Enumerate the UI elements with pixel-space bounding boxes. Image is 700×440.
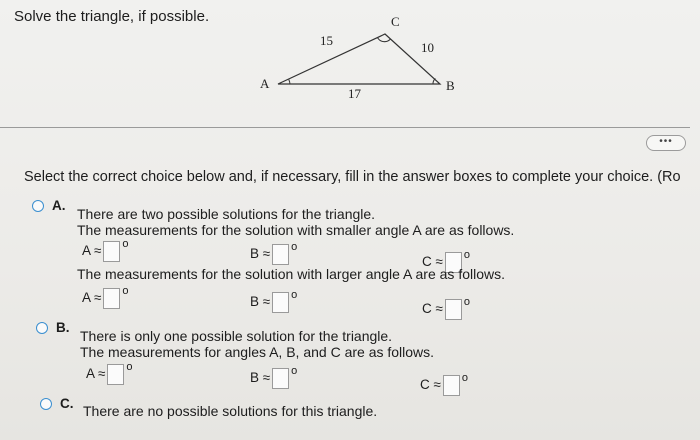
radio-option-c[interactable] (40, 398, 52, 410)
divider (0, 127, 690, 128)
degree-symbol: o (122, 238, 129, 250)
b-angle-b-input[interactable] (272, 368, 289, 389)
option-b-line2: The measurements for angles A, B, and C are as follows. (80, 344, 435, 360)
radio-option-b[interactable] (36, 322, 48, 334)
degree-symbol: o (291, 289, 298, 301)
small-a-angle-a-input[interactable] (103, 241, 120, 262)
vertex-b-label: B (446, 78, 455, 93)
angle-b-label: B ≈ (250, 294, 271, 309)
option-b-letter: B. (56, 320, 70, 335)
large-a-angle-a-input[interactable] (103, 288, 120, 309)
degree-symbol: o (291, 241, 298, 253)
angle-a-label: A ≈ (86, 366, 106, 381)
option-a-large-angle-b-field (250, 289, 297, 313)
side-ac-label: 15 (320, 33, 333, 48)
angle-c-label: C ≈ (422, 301, 443, 316)
degree-symbol: o (461, 372, 469, 384)
large-a-angle-b-input[interactable] (272, 292, 289, 313)
option-b-line1: There is only one possible solution for the triangle. (80, 328, 393, 344)
option-c-letter: C. (60, 396, 74, 411)
degree-symbol: o (291, 365, 298, 377)
option-a-large-angle-c-field (422, 296, 470, 320)
option-a-line2: The measurements for the solution with smaller angle A are as follows. (77, 222, 515, 238)
option-a-large-angle-a-field (82, 285, 129, 309)
more-options-button[interactable]: ••• (646, 135, 686, 151)
b-angle-a-input[interactable] (107, 364, 124, 385)
vertex-c-label: C (391, 14, 400, 29)
option-a-line3: The measurements for the solution with larger angle A are as follows. (77, 266, 505, 282)
option-a-line1: There are two possible solutions for the triangle. (77, 206, 376, 222)
radio-option-a[interactable] (32, 200, 44, 212)
option-b-angle-a-field (86, 361, 133, 385)
side-ab-label: 17 (348, 86, 361, 101)
angle-a-label: A ≈ (82, 290, 102, 305)
degree-symbol: o (463, 296, 471, 308)
degree-symbol: o (126, 361, 133, 373)
option-c-line1: There are no possible solutions for this triangle. (83, 403, 378, 419)
angle-c-label: C ≈ (422, 254, 443, 269)
option-b-angle-b-field (250, 365, 297, 389)
angle-c-label: C ≈ (420, 377, 441, 392)
degree-symbol: o (122, 285, 129, 297)
angle-b-label: B ≈ (250, 370, 271, 385)
option-a-small-angle-b-field (250, 241, 297, 265)
triangle-figure (250, 12, 470, 107)
b-angle-c-input[interactable] (443, 375, 460, 396)
degree-symbol: o (463, 249, 471, 261)
angle-b-label: B ≈ (250, 246, 271, 261)
option-a-letter: A. (52, 198, 66, 213)
small-a-angle-b-input[interactable] (272, 244, 289, 265)
option-b-angle-c-field (420, 372, 468, 396)
angle-a-label: A ≈ (82, 243, 102, 258)
large-a-angle-c-input[interactable] (445, 299, 462, 320)
instruction-text: Select the correct choice below and, if necessary, fill in the answer boxes to complete your choice. (Ro (24, 169, 681, 185)
side-bc-label: 10 (421, 40, 434, 55)
problem-prompt: Solve the triangle, if possible. (14, 8, 210, 25)
vertex-a-label: A (260, 76, 270, 91)
option-a-small-angle-a-field (82, 238, 129, 262)
